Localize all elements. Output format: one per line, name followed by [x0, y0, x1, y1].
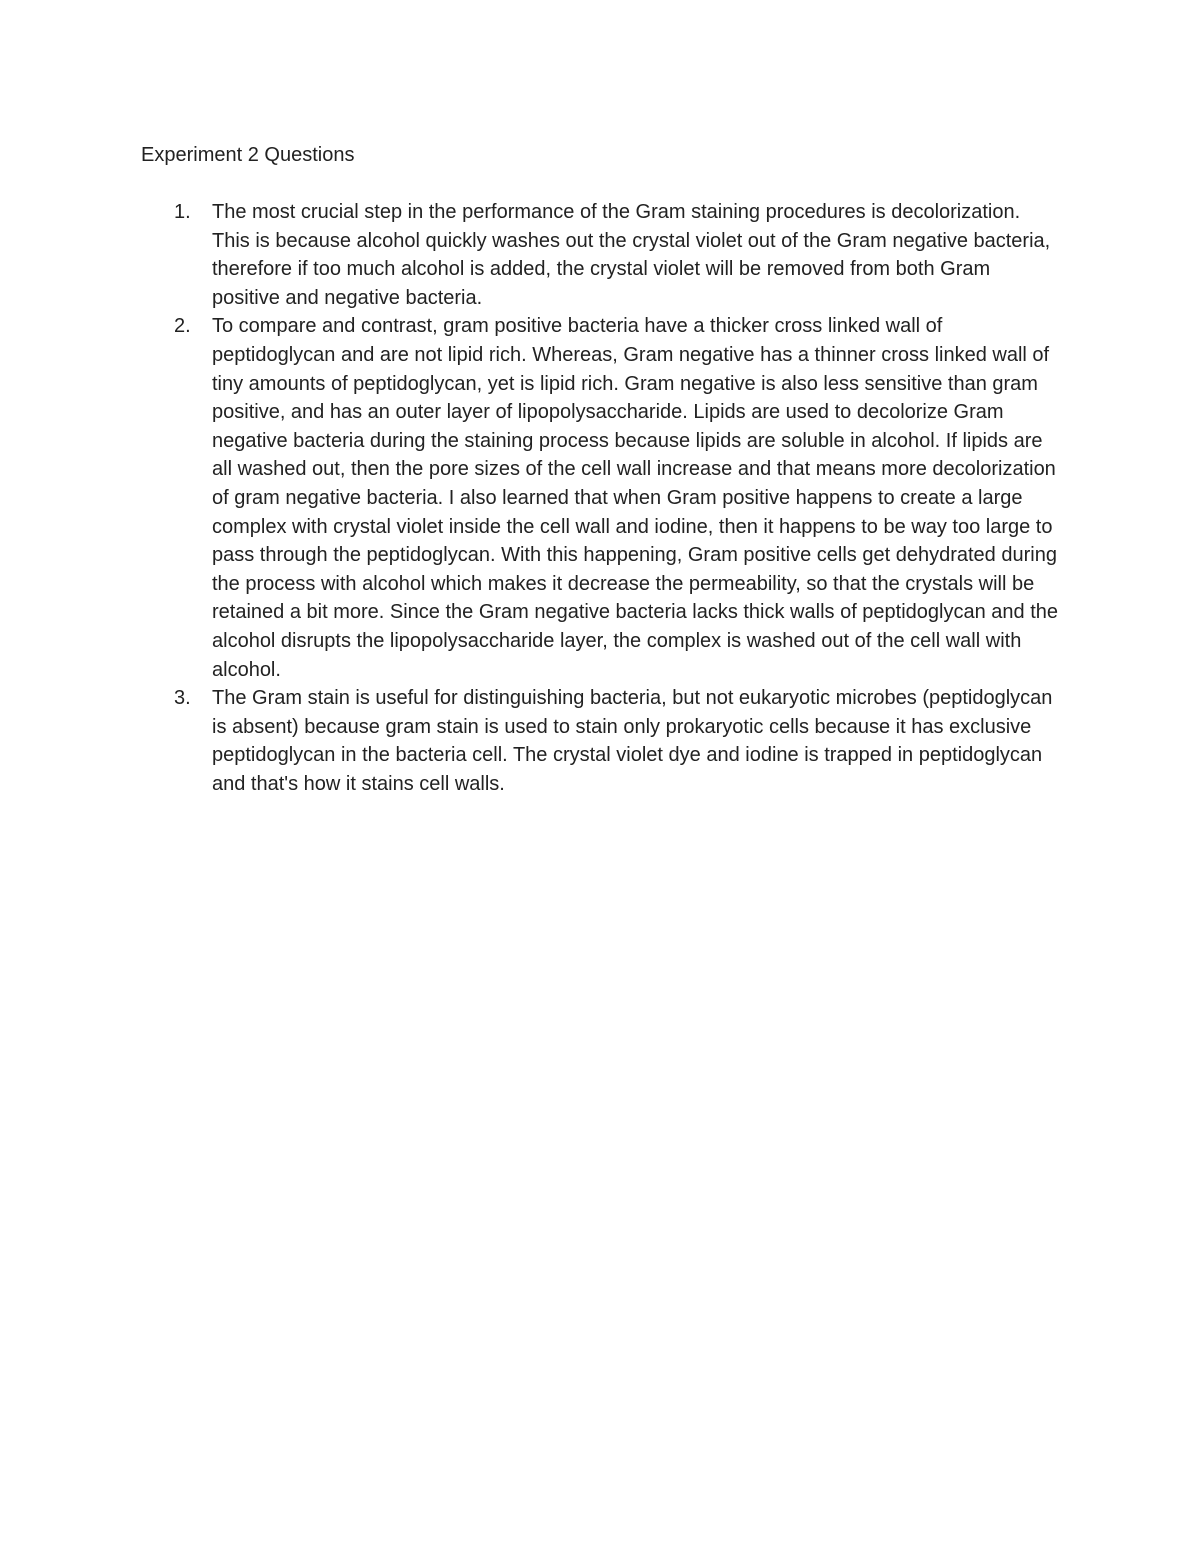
answer-list: [141, 198, 1061, 798]
answer-number: 1.: [174, 201, 191, 223]
document-title: Experiment 2 Questions: [141, 144, 355, 166]
answer-item-3: [141, 684, 1061, 798]
answer-item-1: [141, 198, 1061, 312]
answer-text: To compare and contrast, gram positive bacteria have a thicker cross linked wall of peptidoglycan and are not lipid rich. Whereas, Gram negative has a thinner cross linked wall of tiny amounts of peptidoglycan, yet is lipid rich. Gram negative is also less sensitive than gram positive, and has an outer layer of lipopolysaccharide. Lipids are used to decolorize Gram negative bacteria during the staining process because lipids are soluble in alcohol. If lipids are all washed out, then the pore sizes of the cell wall increase and that means more decolorization of gram negative bacteria. I also learned that when Gram positive happens to create a large complex with crystal violet inside the cell wall and iodine, then it happens to be way too large to pass through the peptidoglycan. With this happening, Gram positive cells get dehydrated during the process with alcohol which makes it decrease the permeability, so that the crystals will be retained a bit more. Since the Gram negative bacteria lacks thick walls of peptidoglycan and the alcohol disrupts the lipopolysaccharide layer, the complex is washed out of the cell wall with alcohol.: [212, 315, 1059, 681]
answer-text: The most crucial step in the performance of the Gram staining procedures is decolorization. This is because alcohol quickly washes out the crystal violet out of the Gram negative bacteria, therefore if too much alcohol is added, the crystal violet will be removed from both Gram positive and negative bacteria.: [212, 201, 1051, 309]
answer-number: 2.: [174, 315, 191, 338]
answer-item-2: [141, 312, 1061, 684]
answer-text: The Gram stain is useful for distinguishing bacteria, but not eukaryotic microbes (peptidoglycan is absent) because gram stain is used to stain only prokaryotic cells because it has exclusive peptidoglycan in the bacteria cell. The crystal violet dye and iodine is trapped in peptidoglycan and that's how it stains cell walls.: [212, 687, 1053, 795]
answer-number: 3.: [174, 687, 191, 710]
